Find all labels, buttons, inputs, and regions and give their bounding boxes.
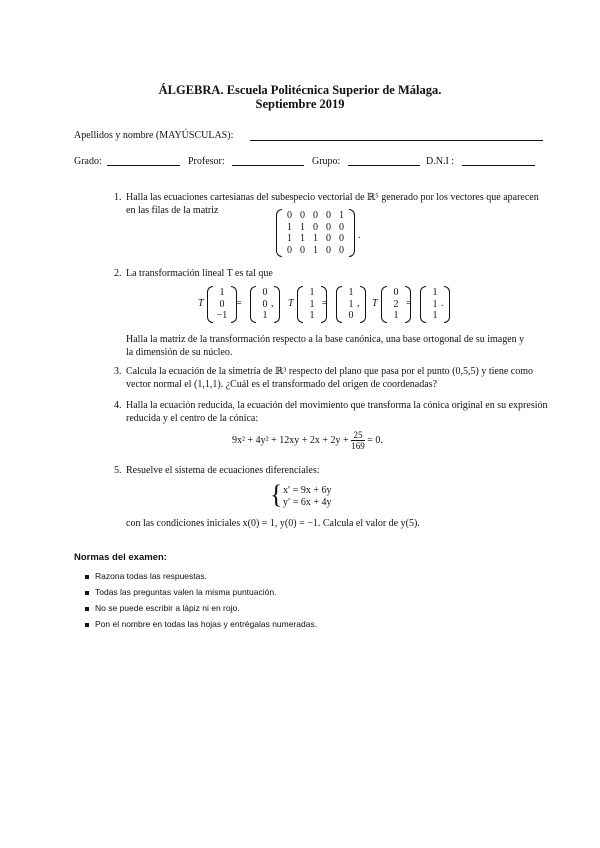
matrix-cell: 0: [339, 244, 344, 256]
system-eq-1: x′ = 9x + 6y: [283, 485, 332, 496]
matrix-cell: 0: [326, 210, 331, 221]
exam-date: Septiembre 2019: [255, 97, 345, 111]
equation-right: = 0.: [367, 434, 383, 446]
matrix-cell: 0: [300, 210, 305, 221]
vector-entry: 1: [309, 287, 315, 298]
question-1-matrix: [276, 209, 355, 257]
norm-bullet: [85, 591, 89, 595]
transform-symbol: T: [372, 298, 378, 309]
dni-label: D.N.I :: [426, 156, 455, 167]
vector-entry: 1: [309, 310, 315, 321]
vector-entry: 1: [219, 287, 225, 298]
norm-bullet: [85, 623, 89, 627]
vector-entry: 1: [432, 287, 438, 298]
vector-entry: 1: [348, 287, 354, 298]
question-3-text: [126, 366, 556, 391]
question-5-number: 5.: [114, 465, 122, 476]
equals-sign: =: [236, 298, 242, 309]
transform-symbol: T: [288, 298, 294, 309]
differential-system: [283, 485, 331, 509]
matrix-cell: 1: [300, 221, 305, 233]
vector-entry: 0: [219, 298, 225, 310]
norm-item: Pon el nombre en todas las hojas y entrégalas numeradas.: [95, 619, 318, 629]
question-2-followup-line2: la dimensión de su núcleo.: [126, 346, 233, 358]
vector-entry: 1: [393, 310, 399, 321]
system-brace: {: [270, 480, 283, 509]
question-5-followup: con las condiciones iniciales x(0) = 1, y(0) = −1. Calcula el valor de y(5).: [126, 518, 420, 529]
matrix-cell: 1: [339, 210, 344, 221]
equation-fraction: [351, 430, 365, 451]
norm-item: No se puede escribir a lápiz ni en rojo.: [95, 603, 240, 613]
dni-line[interactable]: [462, 165, 535, 166]
column-vector: [207, 286, 237, 323]
matrix-cell: 0: [287, 244, 292, 256]
transform-symbol: T: [198, 298, 204, 309]
question-1-line2: en las filas de la matriz: [126, 204, 219, 216]
matrix-cell: 0: [339, 221, 344, 233]
matrix-cell: 1: [287, 221, 292, 233]
conic-equation: [232, 430, 383, 451]
matrix-cell: 0: [287, 210, 292, 221]
system-eq-2: y′ = 6x + 4y: [283, 497, 332, 508]
grado-label: Grado:: [74, 156, 102, 167]
vector-entry: 1: [432, 310, 438, 321]
norm-item: Razona todas las respuestas.: [95, 571, 207, 581]
matrix-cell: 1: [313, 244, 318, 256]
equals-sign: =: [406, 298, 412, 309]
matrix-cell: 0: [300, 244, 305, 256]
norm-bullet: [85, 575, 89, 579]
profesor-label: Profesor:: [188, 156, 225, 167]
question-4-text: [126, 400, 556, 425]
question-3-line2: vector normal el (1,1,1). ¿Cuál es el transformado del origen de coordenadas?: [126, 378, 437, 390]
matrix-cell: 0: [326, 221, 331, 233]
vector-entry: 1: [309, 298, 315, 310]
matrix-cell: 1: [300, 233, 305, 244]
vector-entry: 0: [348, 310, 354, 321]
question-2-followup: [126, 334, 556, 359]
matrix-cell: 0: [313, 221, 318, 233]
vector-entry: −1: [216, 310, 228, 321]
vector-entry: 1: [432, 298, 438, 310]
matrix-grid: [282, 209, 349, 257]
question-2-text: La transformación lineal T es tal que: [126, 268, 273, 279]
vector-entry: 1: [262, 310, 268, 321]
question-2-followup-line1: Halla la matriz de la transformación respecto a la base canónica, una base ortogonal de su imagen y: [126, 334, 525, 345]
fraction-denominator: 169: [351, 441, 365, 451]
grupo-label: Grupo:: [312, 156, 341, 167]
question-1-line1: Halla las ecuaciones cartesianas del subespecio vectorial de ℝ⁵ generado por los vectores que aparecen: [126, 192, 539, 203]
question-1-number: 1.: [114, 192, 122, 203]
name-line[interactable]: [250, 140, 543, 141]
matrix-cell: 1: [313, 233, 318, 244]
equals-sign: =: [322, 298, 328, 309]
vector-entry: 2: [393, 298, 399, 310]
question-4-number: 4.: [114, 400, 122, 411]
question-2-number: 2.: [114, 268, 122, 279]
vector-entry: 0: [262, 298, 268, 310]
name-label: Apellidos y nombre (MAYÚSCULAS):: [74, 130, 234, 141]
question-3-line1: Calcula la ecuación de la simetría de ℝ³ respecto del plano que pasa por el punto (0,5,5) y tiene como: [126, 366, 533, 377]
question-4-line1: Halla la ecuación reducida, la ecuación del movimiento que transforma la cónica original en su expresión: [126, 400, 548, 411]
vector-entry: 0: [262, 287, 268, 298]
grupo-line[interactable]: [348, 165, 420, 166]
matrix-end: .: [358, 230, 361, 241]
matrix-cell: 0: [326, 233, 331, 244]
norm-bullet: [85, 607, 89, 611]
norm-item: Todas las preguntas valen la misma puntuación.: [95, 587, 277, 597]
vector-entry: 0: [393, 287, 399, 298]
matrix-cell: 1: [287, 233, 292, 244]
matrix-cell: 0: [326, 244, 331, 256]
vector-grid: [303, 286, 321, 323]
separator: ,: [357, 298, 360, 309]
matrix-cell: 0: [339, 233, 344, 244]
matrix-cell: 0: [313, 210, 318, 221]
question-3-number: 3.: [114, 366, 122, 377]
column-vector: [420, 286, 450, 323]
equation-left: 9x² + 4y² + 12xy + 2x + 2y +: [232, 434, 349, 446]
norms-title: Normas del examen:: [74, 552, 167, 563]
separator: ,: [271, 298, 274, 309]
grado-line[interactable]: [107, 165, 180, 166]
vector-entry: 1: [348, 298, 354, 310]
column-vector: [336, 286, 366, 323]
question-5-text: Resuelve el sistema de ecuaciones diferenciales:: [126, 465, 320, 476]
vector-grid: [387, 286, 405, 323]
equation-end: .: [441, 298, 444, 309]
column-vector: [250, 286, 280, 323]
vector-grid: [213, 286, 231, 323]
fraction-numerator: 25: [351, 430, 365, 441]
profesor-line[interactable]: [232, 165, 304, 166]
exam-title: ÁLGEBRA. Escuela Politécnica Superior de Málaga.: [158, 83, 442, 97]
question-4-line2: reducida y el centro de la cónica:: [126, 412, 259, 424]
